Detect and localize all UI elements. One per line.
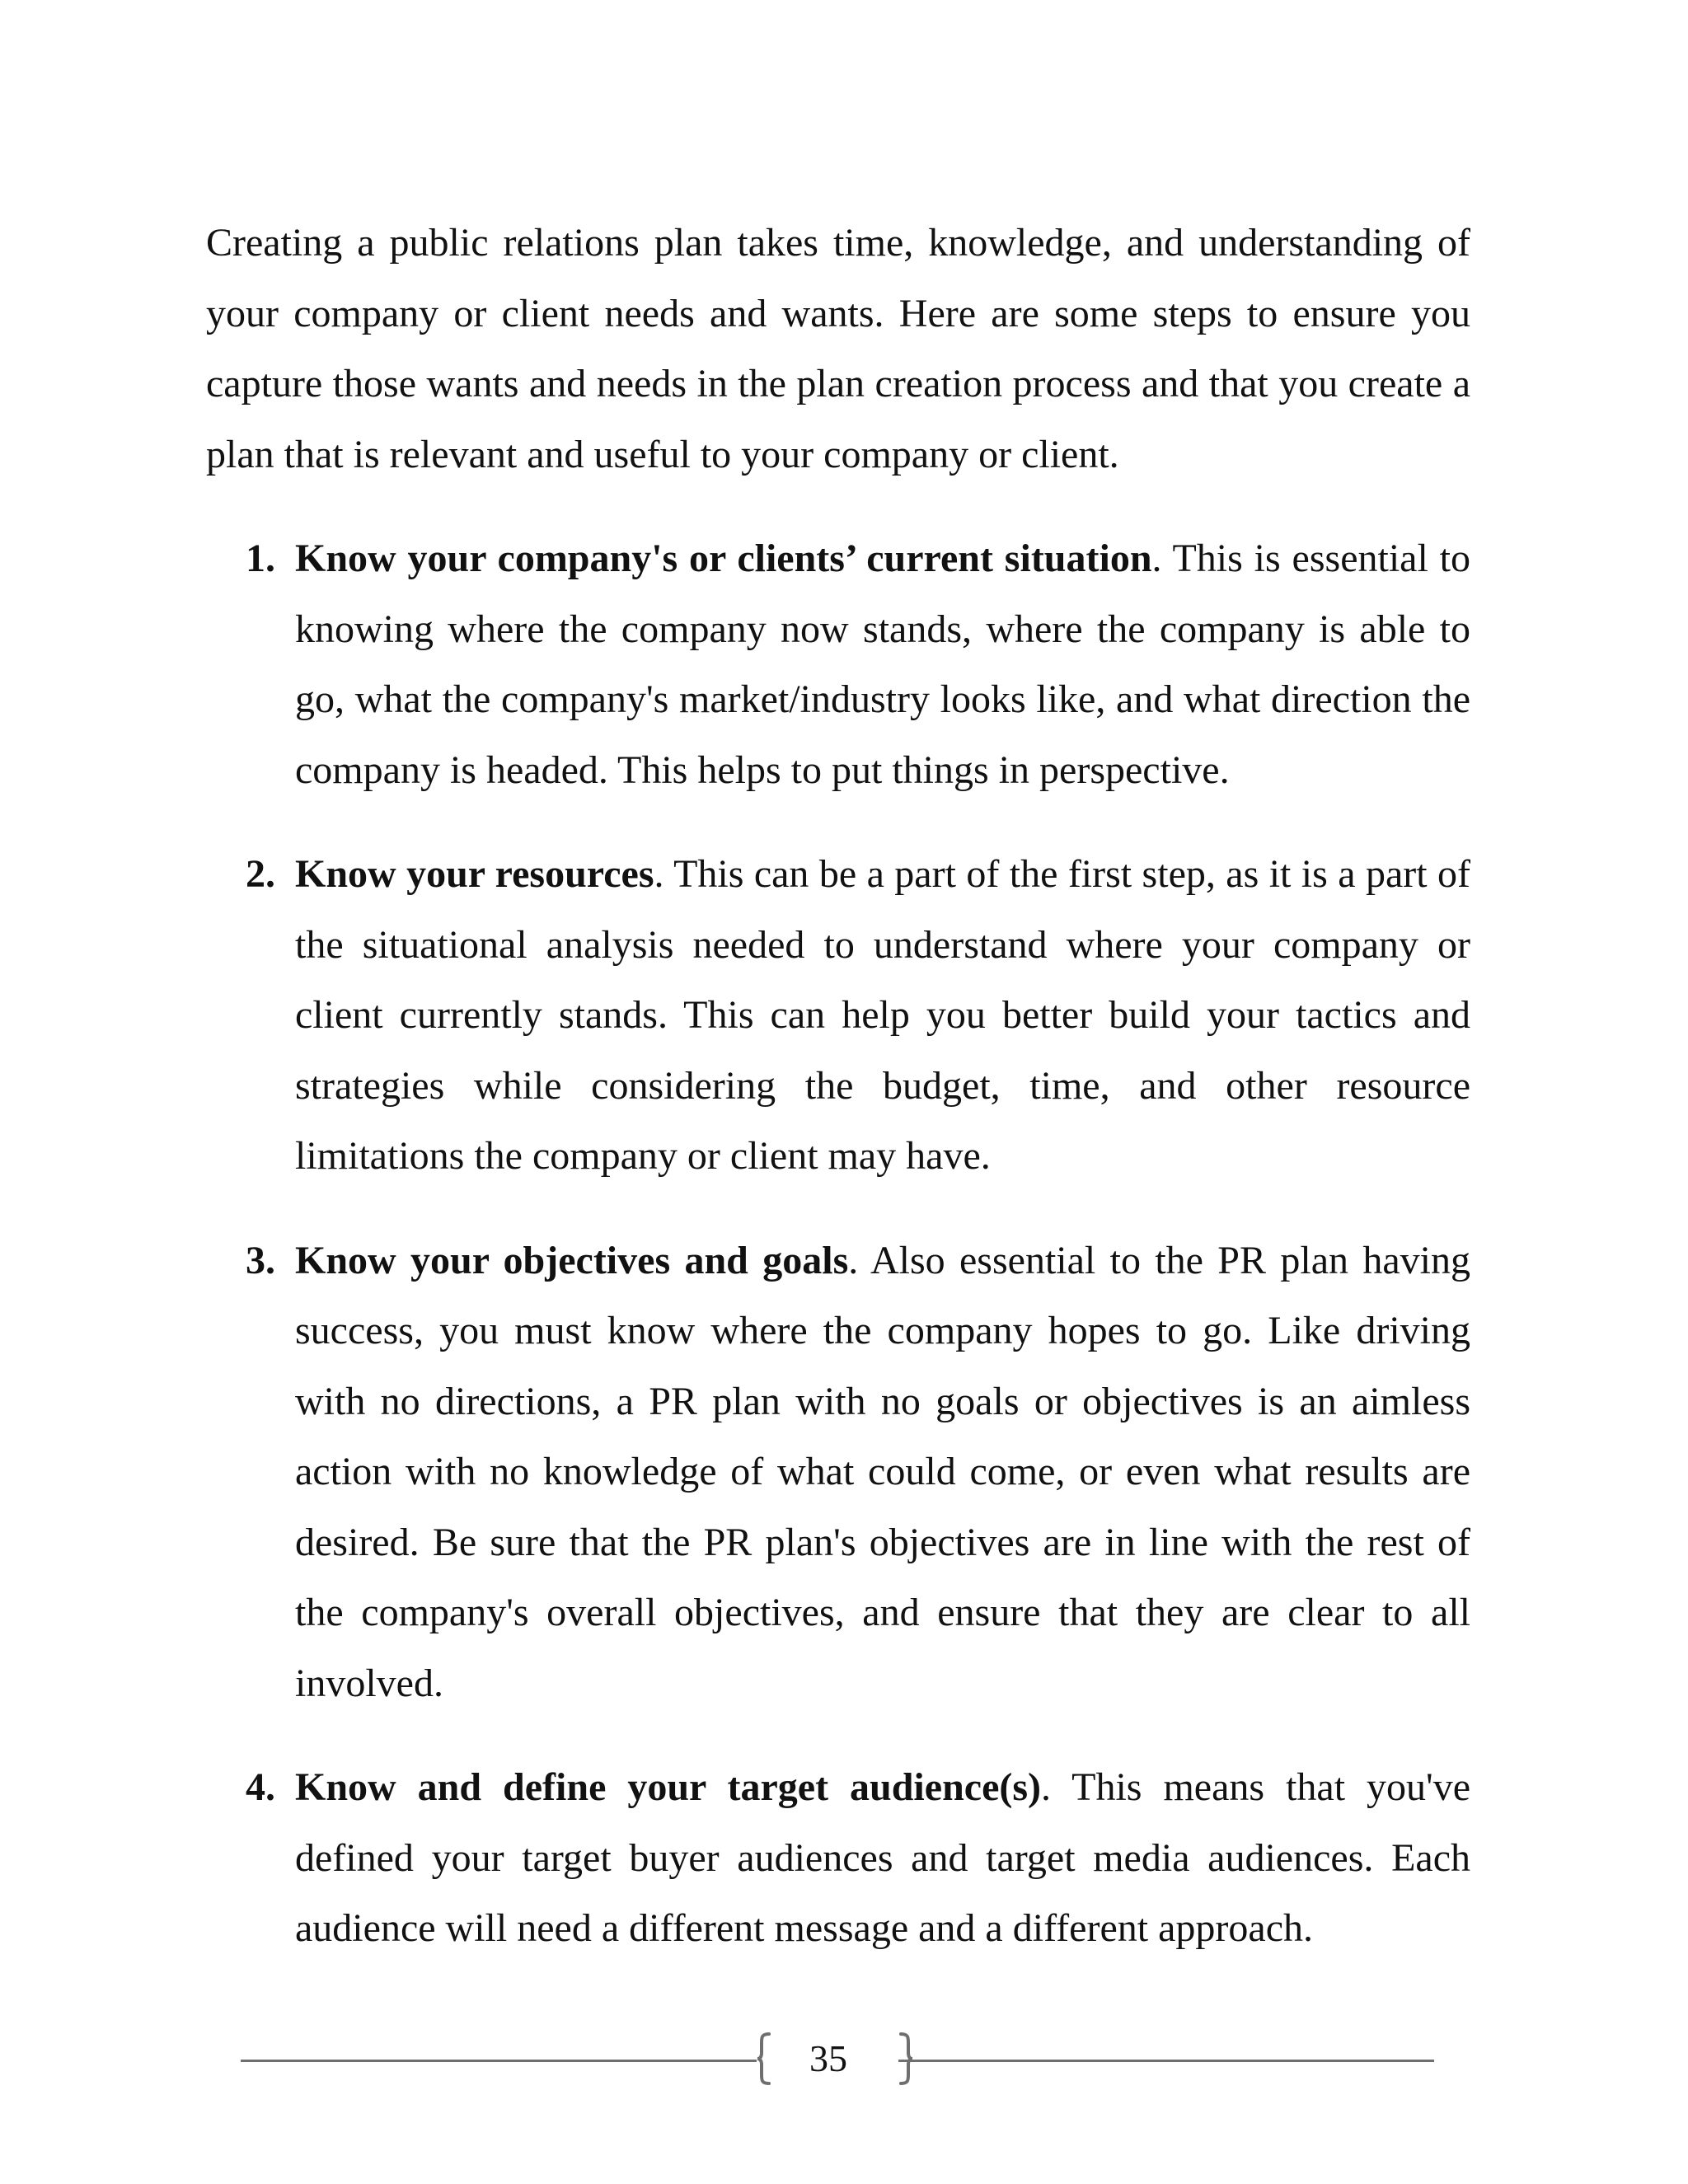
step-title: Know your resources	[295, 852, 654, 896]
step-title: Know your objectives and goals	[295, 1238, 849, 1282]
step-number: 1.	[246, 537, 275, 580]
page-number: 35	[809, 2037, 847, 2079]
right-brace-icon	[898, 2032, 915, 2085]
page-content	[206, 208, 1470, 1998]
footer-rule-right	[898, 2060, 1434, 2062]
step-description: . This is essential to knowing where the company now stands, where the company is able to go, what the company's market/industry looks like, and what direction the company is headed. This helps to put things in perspective.	[295, 537, 1470, 792]
step-item	[206, 1226, 1470, 1719]
footer-rule-left	[241, 2060, 757, 2062]
step-item	[206, 1752, 1470, 1964]
page-footer	[0, 2027, 1688, 2093]
step-item	[206, 839, 1470, 1192]
left-brace-icon	[755, 2032, 771, 2085]
step-number: 4.	[246, 1765, 275, 1809]
step-description: . This can be a part of the first step, as it is a part of the situational analysis needed to understand where your company or client currently stands. This can help you better build your tactics and strategies while considering the budget, time, and other resource limitations the company or client may have.	[295, 852, 1470, 1178]
steps-list	[206, 523, 1470, 1964]
step-number: 3.	[246, 1238, 275, 1282]
step-number: 2.	[246, 852, 275, 896]
step-title: Know your company's or clients’ current situation	[295, 537, 1152, 580]
step-item	[206, 523, 1470, 805]
step-description: . This means that you've defined your target buyer audiences and target media audiences. Each audience will need a different message and a different approach.	[295, 1765, 1470, 1950]
step-description: . Also essential to the PR plan having success, you must know where the company hopes to go. Like driving with no directions, a PR plan with no goals or objectives is an aimless action with no knowledge of what could come, or even what results are desired. Be sure that the PR plan's objectives are in line with the rest of the company's overall objectives, and ensure that they are clear to all involved.	[295, 1238, 1471, 1705]
intro-paragraph: Creating a public relations plan takes time, knowledge, and understanding of your company or client needs and wants. Here are some steps to ensure you capture those wants and needs in the plan creation process and that you create a plan that is relevant and useful to your company or client.	[206, 221, 1470, 476]
step-title: Know and define your target audience(s)	[295, 1765, 1042, 1809]
